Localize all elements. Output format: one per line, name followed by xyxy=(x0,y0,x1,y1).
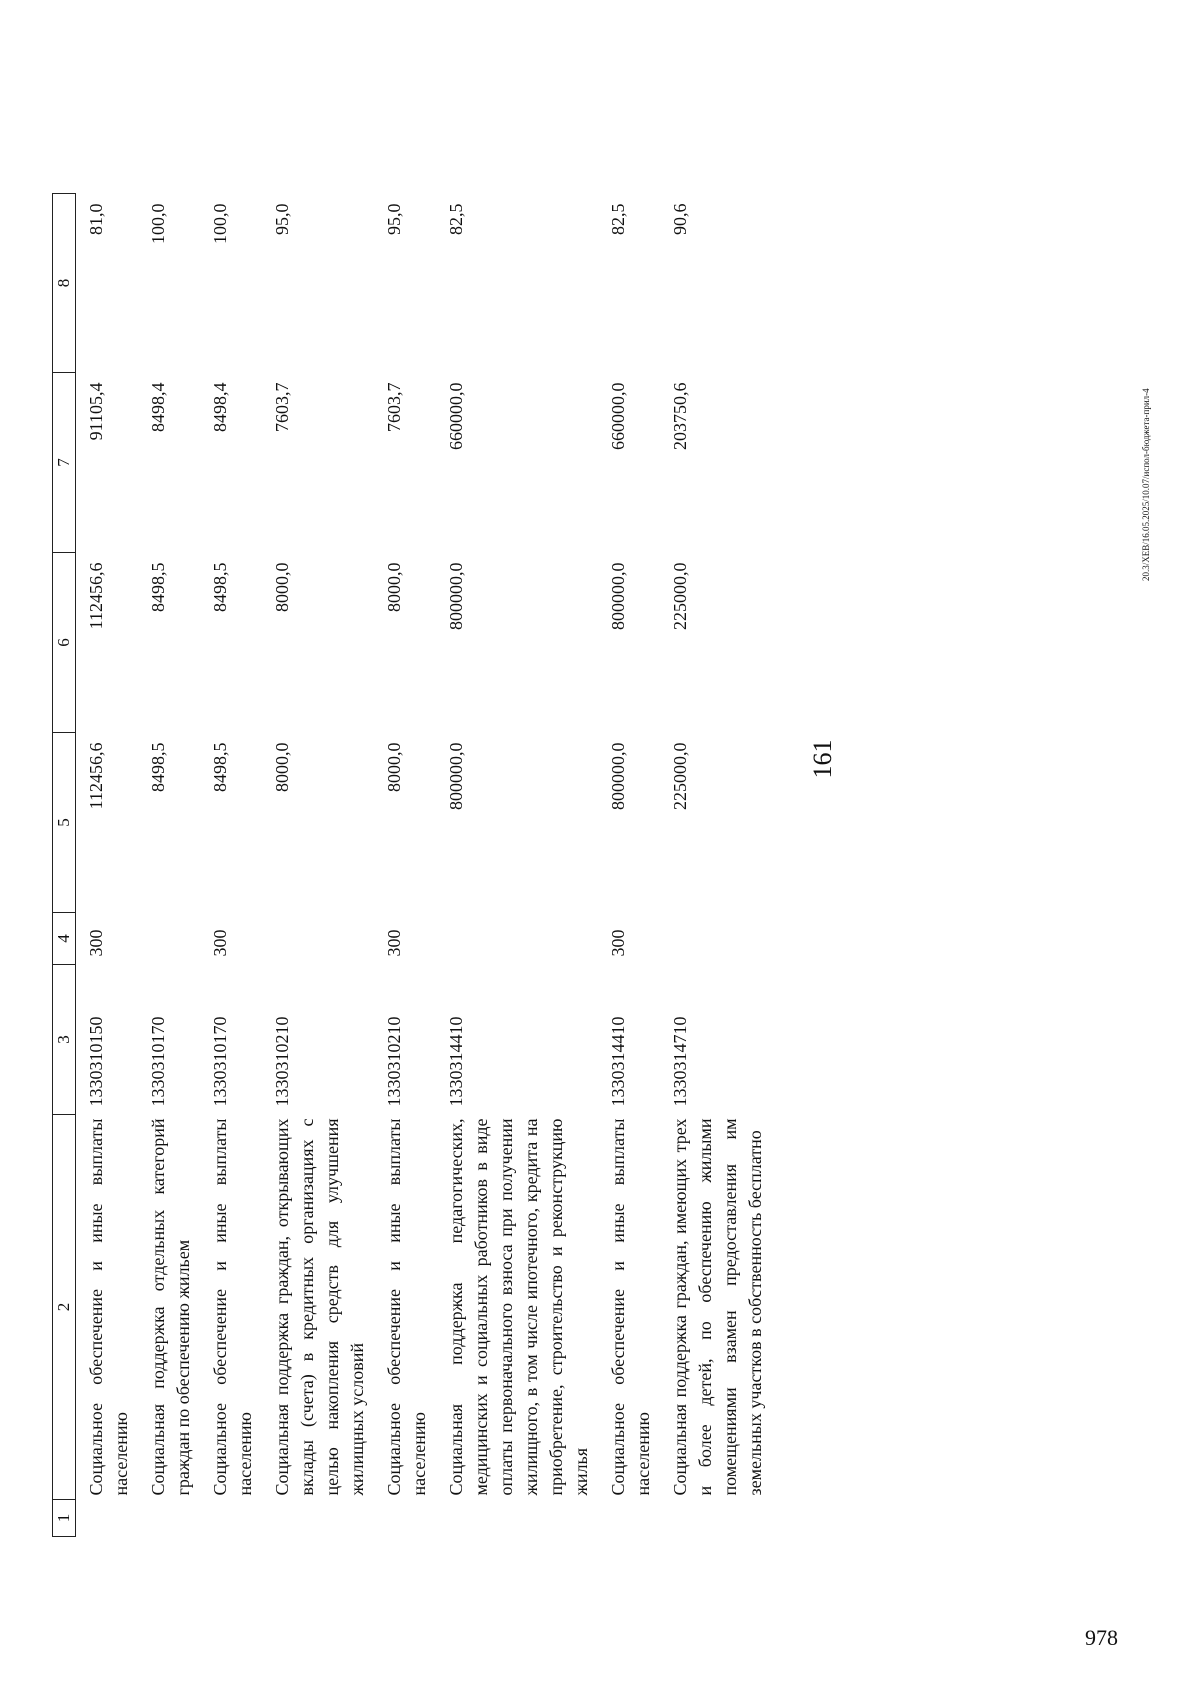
description-cell: Социальное обеспечение и иные выплаты населению xyxy=(608,1118,653,1496)
amount-cell: 8000,0 xyxy=(272,562,292,612)
document-code: 20.3/XEB/16.05.2025/10.07/испол-бюджета-прил-4 xyxy=(1141,388,1151,581)
percent-cell: 100,0 xyxy=(148,203,168,244)
row-index-cell xyxy=(374,1500,436,1537)
amount-cell: 225000,0 xyxy=(670,742,690,810)
percent-cell: 82,5 xyxy=(608,203,628,235)
column-header: 8 xyxy=(53,194,76,373)
description-cell: Социальное обеспечение и иные выплаты населению xyxy=(384,1118,429,1496)
code-cell: 1330310210 xyxy=(272,1016,292,1107)
amount-cell: 7603,7 xyxy=(384,382,404,432)
budget-table xyxy=(52,193,772,1537)
page-number: 161 xyxy=(808,739,837,779)
table-row xyxy=(200,194,262,1537)
column-header: 6 xyxy=(53,553,76,733)
type-cell: 300 xyxy=(384,929,404,957)
percent-cell: 82,5 xyxy=(446,203,466,235)
type-cell: 300 xyxy=(608,929,628,957)
amount-cell: 7603,7 xyxy=(272,382,292,432)
table-header-row xyxy=(53,194,76,1537)
column-header: 4 xyxy=(53,913,76,965)
sheet-number: 978 xyxy=(1085,1625,1118,1650)
code-cell: 1330310170 xyxy=(148,1016,168,1107)
table-row xyxy=(436,194,598,1537)
column-header: 7 xyxy=(53,373,76,553)
row-index-cell xyxy=(262,1500,374,1537)
code-cell: 1330314710 xyxy=(670,1016,690,1107)
table-row xyxy=(262,194,374,1537)
type-cell xyxy=(138,913,200,965)
amount-cell: 800000,0 xyxy=(446,742,466,810)
code-cell: 1330310170 xyxy=(210,1016,230,1107)
type-cell: 300 xyxy=(86,929,106,957)
code-cell: 1330314410 xyxy=(608,1016,628,1107)
amount-cell: 8000,0 xyxy=(384,742,404,792)
table-row xyxy=(76,194,139,1537)
amount-cell: 800000,0 xyxy=(608,562,628,630)
amount-cell: 203750,6 xyxy=(670,382,690,450)
type-cell xyxy=(436,913,598,965)
amount-cell: 8498,5 xyxy=(210,562,230,612)
amount-cell: 112456,6 xyxy=(86,742,106,810)
table-row xyxy=(374,194,436,1537)
row-index-cell xyxy=(76,1500,139,1537)
amount-cell: 225000,0 xyxy=(670,562,690,630)
amount-cell: 660000,0 xyxy=(608,382,628,450)
percent-cell: 100,0 xyxy=(210,203,230,244)
amount-cell: 8000,0 xyxy=(384,562,404,612)
description-cell: Социальная поддержка педагогических, медицинских и социальных работников в виде оплаты первоначального взноса при получении жилищного, в том числе ипотечного, кредита на приобретение, строительство и реконструкцию жилья xyxy=(446,1118,591,1496)
row-index-cell xyxy=(598,1500,660,1537)
amount-cell: 8000,0 xyxy=(272,742,292,792)
type-cell xyxy=(262,913,374,965)
type-cell: 300 xyxy=(210,929,230,957)
table-row xyxy=(598,194,660,1537)
amount-cell: 91105,4 xyxy=(86,382,106,441)
column-header: 1 xyxy=(53,1500,76,1537)
code-cell: 1330314410 xyxy=(446,1016,466,1107)
description-cell: Социальная поддержка отдельных категорий граждан по обеспечению жильем xyxy=(148,1118,193,1496)
row-index-cell xyxy=(200,1500,262,1537)
amount-cell: 800000,0 xyxy=(446,562,466,630)
description-cell: Социальное обеспечение и иные выплаты населению xyxy=(210,1118,255,1496)
row-index-cell xyxy=(436,1500,598,1537)
code-cell: 1330310150 xyxy=(86,1016,106,1107)
amount-cell: 8498,4 xyxy=(210,382,230,432)
table-row xyxy=(660,194,772,1537)
column-header: 3 xyxy=(53,965,76,1115)
column-header: 2 xyxy=(53,1115,76,1500)
amount-cell: 8498,5 xyxy=(210,742,230,792)
percent-cell: 95,0 xyxy=(384,203,404,235)
amount-cell: 660000,0 xyxy=(446,382,466,450)
percent-cell: 90,6 xyxy=(670,203,690,235)
description-cell: Социальное обеспечение и иные выплаты населению xyxy=(86,1118,131,1496)
amount-cell: 8498,5 xyxy=(148,742,168,792)
description-cell: Социальная поддержка граждан, имеющих трех и более детей, по обеспечению жилыми помещениями взамен предоставления им земельных участков в собственность бесплатно xyxy=(670,1118,765,1496)
row-index-cell xyxy=(138,1500,200,1537)
percent-cell: 81,0 xyxy=(86,203,106,235)
row-index-cell xyxy=(660,1500,772,1537)
percent-cell: 95,0 xyxy=(272,203,292,235)
amount-cell: 8498,4 xyxy=(148,382,168,432)
amount-cell: 112456,6 xyxy=(86,562,106,630)
column-header: 5 xyxy=(53,733,76,913)
amount-cell: 8498,5 xyxy=(148,562,168,612)
amount-cell: 800000,0 xyxy=(608,742,628,810)
description-cell: Социальная поддержка граждан, открывающих вклады (счета) в кредитных организациях с целью накопления средств для улучшения жилищных условий xyxy=(272,1118,367,1496)
table-row xyxy=(138,194,200,1537)
code-cell: 1330310210 xyxy=(384,1016,404,1107)
type-cell xyxy=(660,913,772,965)
